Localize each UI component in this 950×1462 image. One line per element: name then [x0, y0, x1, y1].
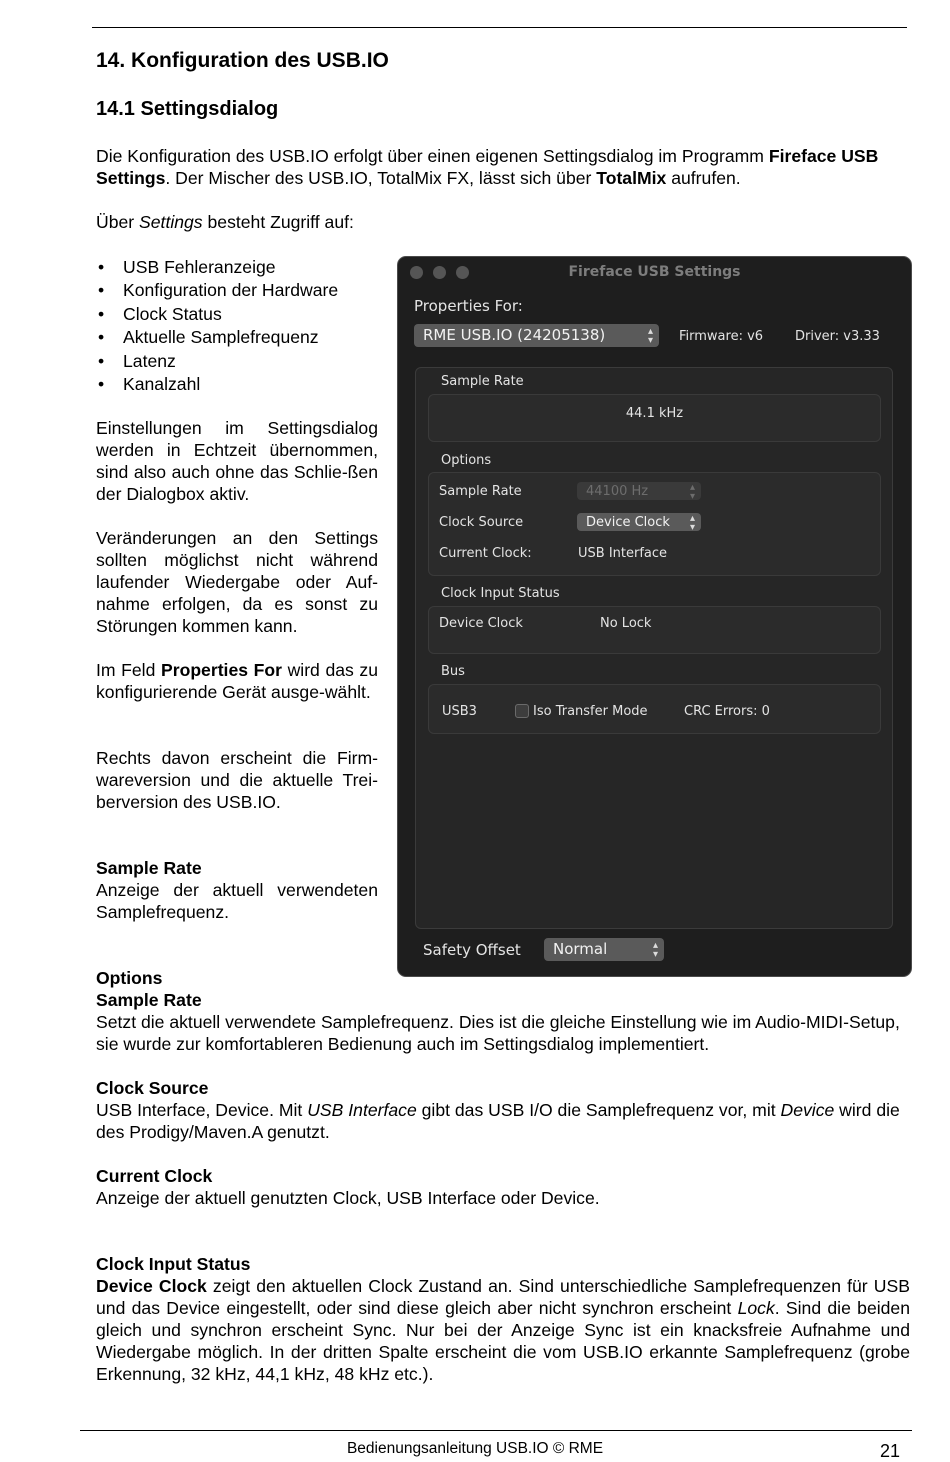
- device-clock-status: No Lock: [600, 616, 652, 631]
- chapter-title: 14. Konfiguration des USB.IO: [96, 49, 389, 72]
- clock-source-select-value: Device Clock: [586, 515, 670, 530]
- list-item: • Latenz: [96, 350, 386, 373]
- device-select-value: RME USB.IO (24205138): [423, 326, 606, 344]
- current-clock-label: Current Clock:: [439, 546, 532, 561]
- feature-list: [96, 256, 386, 396]
- options-sample-rate-heading: Sample Rate: [96, 990, 202, 1010]
- clock-source-heading: Clock Source: [96, 1078, 209, 1098]
- device-clock-label: Device Clock: [439, 616, 523, 631]
- realtime-paragraph: Einstellungen im Settingsdialog werden in Echtzeit übernommen, sind also auch ohne das Schlie-ßen der Dialogbox aktiv.: [96, 418, 378, 504]
- clock-source-text: USB Interface, Device. Mit USB Interface gibt das USB I/O die Samplefrequenz vor, mit Device wird die des Prodigy/Maven.A genutzt.: [96, 1100, 900, 1142]
- device-select[interactable]: [414, 324, 659, 347]
- top-rule: [92, 27, 907, 28]
- sample-rate-select-value: 44100 Hz: [586, 484, 649, 499]
- sample-rate-select[interactable]: [577, 482, 701, 500]
- sample-rate-value: 44.1 kHz: [625, 406, 684, 421]
- safety-offset-select[interactable]: [544, 938, 664, 961]
- bottom-rule: [80, 1430, 912, 1431]
- clock-source-select[interactable]: [577, 513, 701, 531]
- list-item: • Clock Status: [96, 303, 386, 326]
- sample-rate-group-label: Sample Rate: [441, 374, 524, 389]
- options-box: [428, 472, 881, 576]
- section-title: 14.1 Settingsdialog: [96, 98, 279, 120]
- crc-errors: CRC Errors: 0: [684, 704, 770, 719]
- properties-for-label: Properties For:: [414, 297, 523, 315]
- bus-group-label: Bus: [441, 664, 465, 679]
- updown-chevron-icon: ▴ ▾: [652, 940, 658, 960]
- intro-paragraph: Die Konfiguration des USB.IO erfolgt über einen eigenen Settingsdialog im Programm Fireface USB Settings. Der Mischer des USB.IO, TotalMix FX, lässt sich über TotalMix aufrufen.: [96, 146, 879, 188]
- clock-source-label: Clock Source: [439, 515, 524, 530]
- safety-offset-select-value: Normal: [553, 940, 608, 958]
- iso-transfer-label: Iso Transfer Mode: [533, 704, 648, 719]
- clock-input-status-group-label: Clock Input Status: [441, 586, 560, 601]
- bus-box: [428, 684, 881, 734]
- clock-input-status-heading: Clock Input Status: [96, 1254, 251, 1274]
- iso-transfer-checkbox[interactable]: [515, 704, 529, 718]
- dialog-title: Fireface USB Settings: [568, 264, 741, 280]
- updown-chevron-icon: ▴ ▾: [689, 513, 695, 533]
- driver-version: Driver: v3.33: [795, 329, 880, 344]
- list-item: • Aktuelle Samplefrequenz: [96, 326, 386, 349]
- current-clock-heading: Current Clock: [96, 1166, 213, 1186]
- settings-dialog: [397, 256, 912, 977]
- updown-chevron-icon: ▴ ▾: [689, 482, 695, 502]
- options-sample-rate-label: Sample Rate: [439, 484, 522, 499]
- page-number: 21: [880, 1441, 901, 1461]
- options-heading: Options: [96, 968, 163, 988]
- list-item: • Kanalzahl: [96, 373, 386, 396]
- clock-input-status-box: [428, 606, 881, 654]
- access-paragraph: Über Settings besteht Zugriff auf:: [96, 212, 354, 232]
- changes-paragraph: Veränderungen an den Settings sollten möglichst nicht während laufender Wiedergabe oder Auf-nahme erfolgen, da es sonst zu Störungen kommen kann.: [96, 528, 378, 636]
- list-item: • Konfiguration der Hardware: [96, 279, 386, 302]
- options-sample-rate-text: Setzt die aktuell verwendete Samplefrequenz. Dies ist die gleiche Einstellung wie im Audio-MIDI-Setup, sie wurde zur komfortableren Bedienung auch im Settingsdialog implementiert.: [96, 1012, 900, 1054]
- sample-rate-heading: Sample Rate: [96, 858, 202, 878]
- firmware-paragraph: Rechts davon erscheint die Firm-wareversion und die aktuelle Trei-berversion des USB.IO.: [96, 748, 378, 812]
- updown-chevron-icon: ▴ ▾: [647, 326, 653, 346]
- safety-offset-label: Safety Offset: [423, 941, 521, 959]
- clock-input-status-text: Device Clock zeigt den aktuellen Clock Zustand an. Sind unterschiedliche Samplefrequenzen für USB und das Device eingestellt, oder sind diese gleich aber nicht synchron erscheint Lock. Sind die beiden gleich und synchron erscheint Sync. Nur bei der Anzeige Sync ist ein knacksfreie Aufnahme und Wiedergabe möglich. In der dritten Spalte erscheint die vom USB.IO erkannte Samplefrequenz (grobe Erkennung, 32 kHz, 44,1 kHz, 48 kHz etc.).: [96, 1276, 910, 1384]
- list-item: • USB Fehleranzeige: [96, 256, 386, 279]
- properties-paragraph: Im Feld Properties For wird das zu konfigurierende Gerät ausge-wählt.: [96, 660, 378, 702]
- bus-type: USB3: [442, 704, 477, 719]
- current-clock-text: Anzeige der aktuell genutzten Clock, USB Interface oder Device.: [96, 1188, 600, 1208]
- current-clock-value: USB Interface: [578, 546, 668, 561]
- options-group-label: Options: [441, 453, 492, 468]
- dialog-titlebar: [398, 257, 911, 289]
- sample-rate-display: [428, 394, 881, 442]
- sample-rate-text: Anzeige der aktuell verwendeten Samplefrequenz.: [96, 880, 378, 922]
- footer-text: Bedienungsanleitung USB.IO © RME: [346, 1440, 604, 1457]
- firmware-version: Firmware: v6: [679, 329, 764, 344]
